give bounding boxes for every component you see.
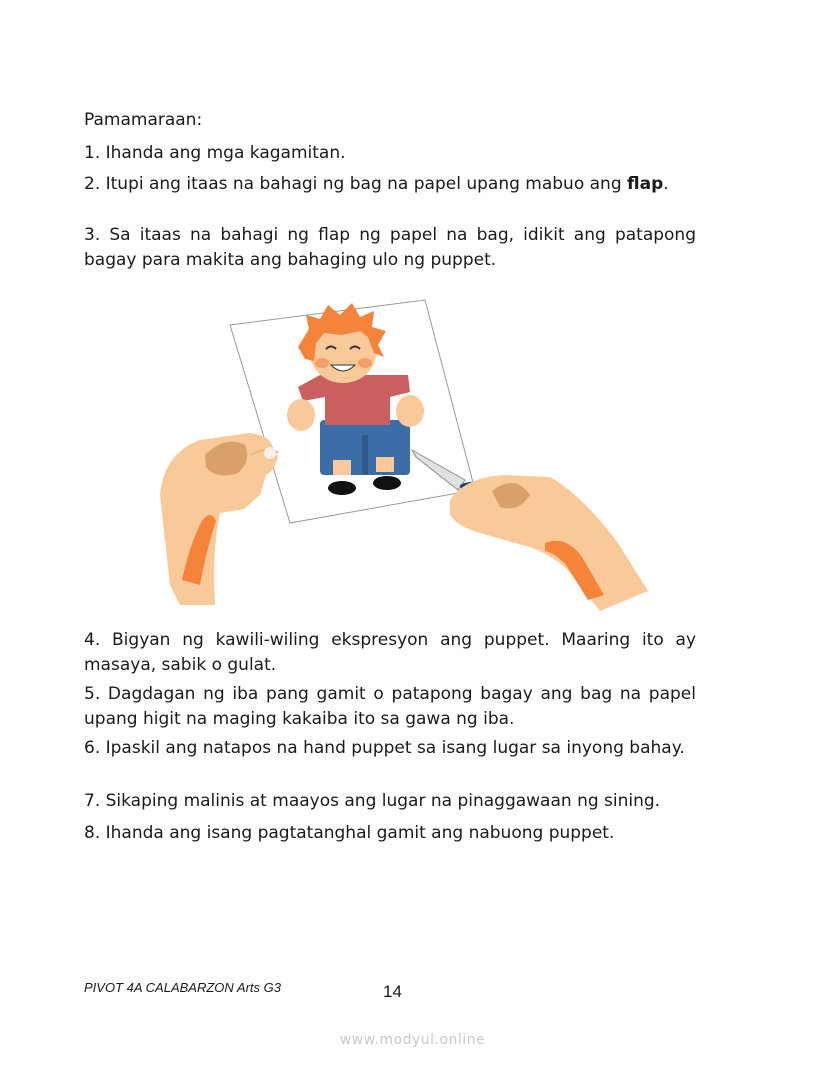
procedure-heading: Pamamaraan: [84,110,203,130]
step-5: 5. Dagdagan ng iba pang gamit o patapong bagay ang bag na papel upang higit na maging kakaiba ito sa gawa ng iba. [84,684,696,729]
hands-cutting-paper-puppet-illustration [120,295,660,625]
step-7: 7. Sikaping malinis at maayos ang lugar na pinaggawaan ng sining. [84,791,661,811]
step-2 [84,172,696,197]
watermark: www.modyul.online [339,1032,486,1048]
step-1: 1. Ihanda ang mga kagamitan. [84,143,346,163]
step-3: 3. Sa itaas na bahagi ng flap ng papel na bag, idikit ang patapong bagay para makita ang bahaging ulo ng puppet. [84,225,696,270]
step-2-text: 2. Itupi ang itaas na bahagi ng bag na papel upang mabuo ang [84,174,628,194]
step-2-keyword: flap [627,174,664,194]
step-4: 4. Bigyan ng kawili-wiling ekspresyon ang puppet. Maaring ito ay masaya, sabik o gulat. [84,630,696,675]
step-2-end: . [663,174,669,194]
footer-reference: PIVOT 4A CALABARZON Arts G3 [84,980,281,995]
left-hand [160,433,278,605]
page-number: 14 [383,982,402,1001]
right-hand [450,475,648,611]
step-6: 6. Ipaskil ang natapos na hand puppet sa isang lugar sa inyong bahay. [84,738,685,758]
step-8: 8. Ihanda ang isang pagtatanghal gamit ang nabuong puppet. [84,823,615,843]
